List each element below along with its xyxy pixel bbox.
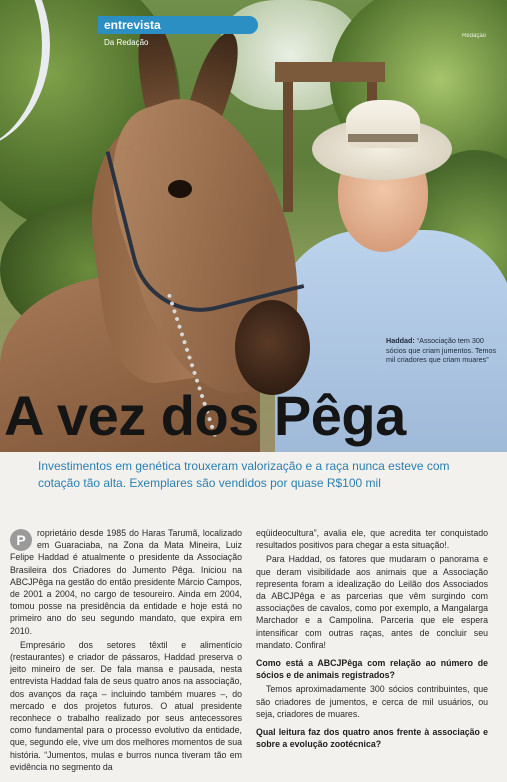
caption-speaker: Haddad: (386, 336, 415, 345)
hat-band (348, 134, 418, 142)
paragraph-2: Empresário dos setores têxtil e alimentício (restaurantes) e criador de pássaros, Haddad preserva o jeito mineiro de ser. De fala mansa e pausada, nesta entrevista Haddad fala de seus quatro anos na associação, dos avanços da raça – incluindo também muares –, do mercado e dos projetos futuros. O atual presidente reconhece o trabalho realizado por seus antecessores como fundamental para o processo evolutivo da entidade, que, segundo ele, vive um dos melhores momentos de sua história. “Jumentos, mulas e burros nunca tiveram tão em evidência no segmento da (10, 639, 242, 772)
corner-label: Redação (462, 33, 487, 39)
paragraph-3: eqüideocultura”, avalia ele, que acredita ter conquistado resultados positivos para chegar a esta situação!. (256, 528, 488, 551)
photo-caption (386, 336, 504, 365)
subheadline: Investimentos em genética trouxeram valorização e a raça nunca esteve com cotação tão alta. Exemplares são vendidos por quase R$100 mil (38, 459, 450, 490)
dropcap: P (10, 529, 32, 551)
section-tag: entrevista (98, 16, 258, 34)
question-1: Como está a ABCJPêga com relação ao número de sócios e de animais registrados? (256, 658, 488, 681)
caption-text: “Associação tem 300 sócios que criam jumentos. Temos mil criadores que criam muares” (386, 336, 497, 364)
question-2: Qual leitura faz dos quatro anos frente à associação e sobre a evolução zootécnica? (256, 727, 488, 750)
article-column-left (10, 527, 242, 775)
paragraph-4: Para Haddad, os fatores que mudaram o panorama e que deram visibilidade aos animais que a Associação representa foram a idealização do Leilão dos Associados da ABCJPêga e as parcerias que vêm surgindo com associações de cavalos, como por exemplo, a Mangalarga Marchador e a Campolina. Parceria que ele espera intensificar com outras raças, antes de concluir seu mandato. Confira! (256, 554, 488, 650)
article-intro (10, 527, 242, 637)
paragraph-1: roprietário desde 1985 do Haras Tarumã, localizado em Guaraciaba, na Zona da Mata Mineira, Luiz Felipe Haddad é atualmente o presidente da Associação Brasileira dos Criadores do Jumento Pêga. Iniciou na ABCJPêga na gestão do então presidente Márcio Campos, de 2001 a 2004, no cargo de tesoureiro. Ainda em 2004, tomou posse na presidência da entidade e hoje está no primeiro ano do seu segundo mandato, que expira em 2010. (10, 528, 242, 636)
article-column-right (256, 527, 488, 752)
answer-1: Temos aproximadamente 300 sócios contribuintes, que são criadores de jumentos, e cerca de mil usuários, ou seja, criadores de muares. (256, 684, 488, 719)
section-sublabel: Da Redação (104, 38, 149, 47)
mule-muzzle (235, 300, 310, 395)
headline: A vez dos Pêga (4, 384, 406, 447)
